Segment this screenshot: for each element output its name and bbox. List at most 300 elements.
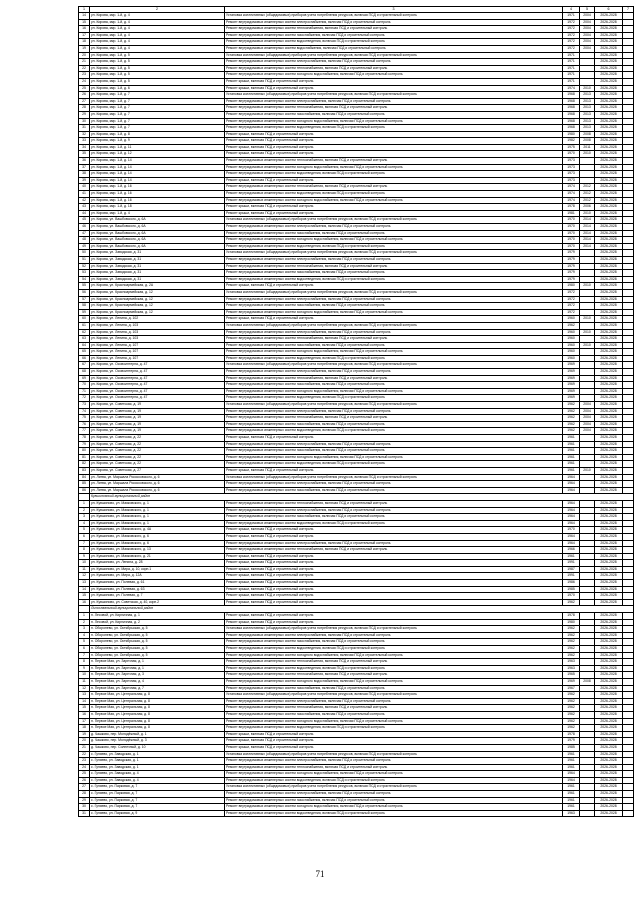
address: ул. Кувшиново, ул. Полевая, д. 7: [90, 593, 225, 600]
table-row: [79, 566, 634, 573]
address: ул. Кирова, ул. Вашбовского, д. 6А: [90, 230, 225, 237]
year-last-repair: [580, 256, 595, 263]
address: ул. Кирова, мкр. 1-й, д. 7: [90, 98, 225, 105]
year-last-repair: [580, 250, 595, 257]
row-index: 78: [79, 435, 90, 442]
year-last-repair: [580, 72, 595, 79]
address: ул. Кирова, ул. Красноармейская, д. 12: [90, 303, 225, 310]
planned-period: 2026-2028: [595, 771, 623, 778]
address: ул. Кирова, ул. Советская, д. 19: [90, 421, 225, 428]
table-row: [79, 725, 634, 732]
table-row: [79, 19, 634, 26]
row-index: 1: [79, 613, 90, 620]
table-row: [79, 573, 634, 580]
work-type: Ремонт крыши, включая ПСД и строительный контроль: [225, 283, 563, 290]
work-type: Ремонт внутридомовых инженерных систем электроснабжения, включая ПСД и строительный контроль: [225, 791, 563, 798]
year-last-repair: [580, 65, 595, 72]
year-last-repair: [580, 711, 595, 718]
planned-period: 2026-2028: [595, 98, 623, 105]
extra: [623, 646, 634, 653]
planned-period: 2026-2028: [595, 336, 623, 343]
row-index: 64: [79, 342, 90, 349]
table-row: [79, 289, 634, 296]
planned-period: 2026-2028: [595, 566, 623, 573]
work-type: Ремонт внутридомовых инженерных систем теплоснабжения, включая ПСД и строительный контроль: [225, 764, 563, 771]
row-index: 14: [79, 698, 90, 705]
year-built: 1968: [563, 125, 580, 132]
work-type: Ремонт внутридомовых инженерных систем теплоснабжения, включая ПСД и строительный контроль: [225, 415, 563, 422]
year-last-repair: 2010: [580, 283, 595, 290]
address: ул. Кирова, ул. Ленина, д. 107: [90, 349, 225, 356]
year-built: 1969: [563, 395, 580, 402]
address: ул. Кирова, мкр. 1-й, д. 6: [90, 85, 225, 92]
row-index: 50: [79, 250, 90, 257]
address: ул. Кувшиново, ул. Маяковского, д. 4А: [90, 527, 225, 534]
row-index: [79, 606, 90, 613]
work-type: Ремонт внутридомовых инженерных систем теплоснабжения, включая ПСД и строительный контроль: [225, 705, 563, 712]
year-built: 1991: [563, 560, 580, 567]
year-last-repair: 2008: [580, 678, 595, 685]
address: ул. Кирова, ул. Советская, д. 19: [90, 415, 225, 422]
extra: [623, 580, 634, 587]
address: ул. Кирова, ул. Красноармейская, д. 12: [90, 289, 225, 296]
address: д. Чашково, пер. Молодёжный, д. 1: [90, 731, 225, 738]
address: ул. Кирова, мкр. 1-й, д. 14: [90, 158, 225, 165]
address: ул. Кирова, ул. Заводская, д. 31: [90, 263, 225, 270]
work-type: Установка коллективных (общедомовых) приборов учета потребления ресурсов, включая ПСД и строительный контроль: [225, 751, 563, 758]
planned-period: 2026-2028: [595, 514, 623, 521]
table-row: [79, 197, 634, 204]
year-last-repair: 2010: [580, 329, 595, 336]
work-type: Ремонт внутридомовых инженерных систем теплоснабжения, включая ПСД и строительный контроль: [225, 500, 563, 507]
year-built: 1964: [563, 520, 580, 527]
year-built: 1974: [563, 85, 580, 92]
extra: [623, 632, 634, 639]
planned-period: 2026-2028: [595, 665, 623, 672]
year-built: 1987: [563, 566, 580, 573]
table-row: [79, 296, 634, 303]
address: ул. Кирова, ул. Ленина, д. 107: [90, 342, 225, 349]
year-built: 1969: [563, 382, 580, 389]
planned-period: 2026-2028: [595, 13, 623, 20]
year-built: 1972: [563, 39, 580, 46]
page-number: 71: [315, 869, 325, 879]
extra: [623, 771, 634, 778]
work-type: Ремонт внутридомовых инженерных систем холодного водоснабжения, включая ПСД и строительный контроль: [225, 164, 563, 171]
extra: [623, 731, 634, 738]
planned-period: 2026-2028: [595, 158, 623, 165]
year-built: 1961: [563, 553, 580, 560]
planned-period: 2026-2028: [595, 731, 623, 738]
work-type: Ремонт внутридомовых инженерных систем теплоснабжения, включая ПСД и строительный контроль: [225, 26, 563, 33]
extra: [623, 678, 634, 685]
work-type: Ремонт крыши, включая ПСД и строительный контроль: [225, 566, 563, 573]
work-type: Ремонт внутридомовых инженерных систем газоснабжения, включая ПСД и строительный контроль: [225, 514, 563, 521]
year-last-repair: 2004: [580, 415, 595, 422]
work-type: Ремонт крыши, включая ПСД и строительный контроль: [225, 593, 563, 600]
planned-period: 2026-2028: [595, 250, 623, 257]
year-last-repair: [580, 500, 595, 507]
planned-period: 2026-2028: [595, 784, 623, 791]
table-row: [79, 619, 634, 626]
address: п. Лесовой, ул. Кирпичная, д. 1: [90, 613, 225, 620]
row-index: 73: [79, 402, 90, 409]
table-row: [79, 731, 634, 738]
address: п. Первое Мая, ул. Центральная, д. 8: [90, 692, 225, 699]
row-index: 56: [79, 289, 90, 296]
row-index: 16: [79, 26, 90, 33]
year-last-repair: [580, 527, 595, 534]
work-type: Ремонт внутридомовых инженерных систем водоотведения, включая ПСД и строительный контроль: [225, 276, 563, 283]
table-row: [79, 639, 634, 646]
year-built: 1991: [563, 573, 580, 580]
extra: [623, 692, 634, 699]
table-row: [79, 303, 634, 310]
year-last-repair: [580, 177, 595, 184]
address: ул. Кирова, мкр. 1-й, д. 4: [90, 19, 225, 26]
row-index: 31: [79, 125, 90, 132]
work-type: Ремонт внутридомовых инженерных систем электроснабжения, включая ПСД и строительный контроль: [225, 481, 563, 488]
planned-period: 2026-2028: [595, 230, 623, 237]
planned-period: 2026-2028: [595, 78, 623, 85]
extra: [623, 184, 634, 191]
table-row: [79, 388, 634, 395]
planned-period: 2026-2028: [595, 144, 623, 151]
planned-period: 2026-2028: [595, 711, 623, 718]
table-row: [79, 369, 634, 376]
extra: [623, 514, 634, 521]
year-built: 1980: [563, 131, 580, 138]
planned-period: 2026-2028: [595, 237, 623, 244]
year-built: 1962: [563, 705, 580, 712]
address: п. Лесовой, ул. Кирпичная, д. 2: [90, 619, 225, 626]
year-last-repair: 2006: [580, 204, 595, 211]
year-built: 1979: [563, 270, 580, 277]
extra: [623, 698, 634, 705]
table-row: [79, 632, 634, 639]
address: ул. Кирова, мкр. 1-й, д. 11: [90, 144, 225, 151]
extra: [623, 758, 634, 765]
work-type: Ремонт внутридомовых инженерных систем теплоснабжения, включая ПСД и строительный контроль: [225, 105, 563, 112]
address: ул. Кирова, ул. Красноармейская, д. 2А: [90, 283, 225, 290]
work-type: Ремонт внутридомовых инженерных систем холодного водоснабжения, включая ПСД и строительный контроль: [225, 349, 563, 356]
year-last-repair: 2004: [580, 428, 595, 435]
extra: [623, 507, 634, 514]
col-number-4: 4: [563, 7, 580, 13]
row-index: 60: [79, 316, 90, 323]
planned-period: 2026-2028: [595, 303, 623, 310]
row-index: 79: [79, 441, 90, 448]
year-last-repair: 2004: [580, 402, 595, 409]
year-built: 1962: [563, 711, 580, 718]
year-built: 1962: [563, 402, 580, 409]
section-row: [79, 494, 634, 501]
year-last-repair: 2010: [580, 342, 595, 349]
year-built: 1969: [563, 362, 580, 369]
year-last-repair: [580, 705, 595, 712]
year-last-repair: 2004: [580, 45, 595, 52]
year-built: 1961: [563, 461, 580, 468]
year-last-repair: [580, 665, 595, 672]
planned-period: 2026-2028: [595, 283, 623, 290]
table-row: [79, 98, 634, 105]
planned-period: 2026-2028: [595, 725, 623, 732]
work-type: Установка коллективных (общедомовых) приборов учета потребления ресурсов, включая ПСД и строительный контроль: [225, 250, 563, 257]
address: ул. Кирова, мкр. 1-й, д. 16: [90, 197, 225, 204]
year-last-repair: 2013: [580, 105, 595, 112]
year-built: 1974: [563, 184, 580, 191]
year-built: 1969: [563, 375, 580, 382]
extra: [623, 553, 634, 560]
year-built: 1971: [563, 59, 580, 66]
work-type: Ремонт внутридомовых инженерных систем газоснабжения, включая ПСД и строительный контроль: [225, 111, 563, 118]
year-built: 1962: [563, 626, 580, 633]
planned-period: 2026-2028: [595, 349, 623, 356]
row-index: 29: [79, 797, 90, 804]
year-built: 1985: [563, 586, 580, 593]
year-built: 1971: [563, 13, 580, 20]
year-built: 1974: [563, 197, 580, 204]
table-row: [79, 144, 634, 151]
table-row: [79, 224, 634, 231]
work-type: Установка коллективных (общедомовых) приборов учета потребления ресурсов, включая ПСД и строительный контроль: [225, 626, 563, 633]
address: ул. Кирова, ул. Осовоинтерна, д. 47: [90, 362, 225, 369]
planned-period: 2026-2028: [595, 448, 623, 455]
planned-period: 2026-2028: [595, 171, 623, 178]
year-built: 1962: [563, 322, 580, 329]
planned-period: 2026-2028: [595, 138, 623, 145]
row-index: 18: [79, 39, 90, 46]
work-type: Ремонт внутридомовых инженерных систем холодного водоснабжения, включая ПСД и строительный контроль: [225, 309, 563, 316]
planned-period: 2026-2028: [595, 210, 623, 217]
extra: [623, 784, 634, 791]
extra: [623, 421, 634, 428]
year-last-repair: [580, 164, 595, 171]
planned-period: 2026-2028: [595, 461, 623, 468]
work-type: Установка коллективных (общедомовых) приборов учета потребления ресурсов, включая ПСД и строительный контроль: [225, 474, 563, 481]
extra: [623, 111, 634, 118]
section-row: [79, 606, 634, 613]
row-index: 70: [79, 382, 90, 389]
year-built: 1964: [563, 533, 580, 540]
col-number-3: 3: [225, 7, 563, 13]
planned-period: 2026-2028: [595, 184, 623, 191]
section-title: Лихославльский муниципальный район: [90, 606, 634, 613]
address: ул. Кувшиново, ул. Маяковского, д. 1: [90, 514, 225, 521]
work-type: Установка коллективных (общедомовых) приборов учета потребления ресурсов, включая ПСД и строительный контроль: [225, 52, 563, 59]
row-index: 10: [79, 672, 90, 679]
table-row: [79, 547, 634, 554]
table-row: [79, 362, 634, 369]
year-last-repair: [580, 553, 595, 560]
table-row: [79, 52, 634, 59]
address: ул. Кирова, ул. Осовоинтерна, д. 47: [90, 395, 225, 402]
planned-period: 2026-2028: [595, 698, 623, 705]
work-type: Ремонт внутридомовых инженерных систем водоотведения, включая ПСД и строительный контроль: [225, 665, 563, 672]
year-last-repair: 2012: [580, 191, 595, 198]
extra: [623, 408, 634, 415]
address: ул. Кирова, мкр. 1-й, д. 4: [90, 39, 225, 46]
year-built: 1970: [563, 151, 580, 158]
work-type: Ремонт внутридомовых инженерных систем водоотведения, включая ПСД и строительный контроль: [225, 395, 563, 402]
year-built: 1964: [563, 514, 580, 521]
planned-period: 2026-2028: [595, 540, 623, 547]
extra: [623, 428, 634, 435]
year-last-repair: 2013: [580, 92, 595, 99]
row-index: 21: [79, 59, 90, 66]
year-built: 1968: [563, 111, 580, 118]
planned-period: 2026-2028: [595, 151, 623, 158]
year-built: 1979: [563, 263, 580, 270]
address: п. Первое Мая, ул. Центральная, д. 8: [90, 711, 225, 718]
address: ул. Кирова, мкр. 1-й, д. 9: [90, 138, 225, 145]
table-row: [79, 672, 634, 679]
extra: [623, 685, 634, 692]
work-type: Ремонт внутридомовых инженерных систем газоснабжения, включая ПСД и строительный контроль: [225, 382, 563, 389]
extra: [623, 177, 634, 184]
year-last-repair: [580, 560, 595, 567]
row-index: 16: [79, 711, 90, 718]
row-index: 26: [79, 92, 90, 99]
planned-period: 2026-2028: [595, 131, 623, 138]
year-last-repair: 2012: [580, 197, 595, 204]
work-type: Ремонт внутридомовых инженерных систем газоснабжения, включая ПСД и строительный контроль: [225, 487, 563, 494]
planned-period: 2026-2028: [595, 632, 623, 639]
row-index: 37: [79, 164, 90, 171]
year-last-repair: [580, 435, 595, 442]
row-index: 8: [79, 547, 90, 554]
year-built: 1968: [563, 98, 580, 105]
table-row: [79, 514, 634, 521]
address: ул. Кирова, мкр. 1-й, д. 12: [90, 151, 225, 158]
row-index: 27: [79, 784, 90, 791]
table-row: [79, 164, 634, 171]
work-type: Ремонт крыши, включая ПСД и строительный контроль: [225, 316, 563, 323]
table-row: [79, 177, 634, 184]
work-type: Ремонт крыши, включая ПСД и строительный контроль: [225, 619, 563, 626]
work-type: Ремонт внутридомовых инженерных систем электроснабжения, включая ПСД и строительный контроль: [225, 369, 563, 376]
table-row: [79, 276, 634, 283]
address: ул. Кирова, мкр. 1-й, д. 8: [90, 131, 225, 138]
year-last-repair: [580, 652, 595, 659]
work-type: Установка коллективных (общедомовых) приборов учета потребления ресурсов, включая ПСД и строительный контроль: [225, 289, 563, 296]
table-row: [79, 481, 634, 488]
address: ул. Кирова, ул. Красноармейская, д. 12: [90, 309, 225, 316]
work-type: Ремонт крыши, включая ПСД и строительный контроль: [225, 151, 563, 158]
planned-period: 2026-2028: [595, 118, 623, 125]
table-row: [79, 520, 634, 527]
work-type: Ремонт внутридомовых инженерных систем теплоснабжения, включая ПСД и строительный контроль: [225, 158, 563, 165]
extra: [623, 355, 634, 362]
row-index: 59: [79, 309, 90, 316]
year-built: 1972: [563, 19, 580, 26]
year-built: 1968: [563, 92, 580, 99]
address: ул. Кирова, ул. Советская, д. 22: [90, 454, 225, 461]
work-type: Ремонт внутридомовых инженерных систем газоснабжения, включая ПСД и строительный контроль: [225, 797, 563, 804]
year-last-repair: [580, 619, 595, 626]
table-row: [79, 250, 634, 257]
planned-period: 2026-2028: [595, 547, 623, 554]
address: ул. Кирова, мкр. 1-й, д. 4: [90, 32, 225, 39]
work-type: Ремонт крыши, включая ПСД и строительный контроль: [225, 731, 563, 738]
work-type: Ремонт крыши, включая ПСД и строительный контроль: [225, 210, 563, 217]
year-built: 1973: [563, 158, 580, 165]
address: ул. Кувшиново, ул. Мира, д. 10, корп.1: [90, 566, 225, 573]
extra: [623, 204, 634, 211]
year-built: 1961: [563, 797, 580, 804]
row-index: 23: [79, 758, 90, 765]
work-type: Ремонт внутридомовых инженерных систем холодного водоснабжения, включая ПСД и строительный контроль: [225, 237, 563, 244]
planned-period: 2026-2028: [595, 527, 623, 534]
year-built: 1962: [563, 632, 580, 639]
address: ул. Кувшиново, ул. Маяковского, д. 1: [90, 500, 225, 507]
table-row: [79, 171, 634, 178]
planned-period: 2026-2028: [595, 481, 623, 488]
address: ул. Кирова, мкр. 1-й, д. 7: [90, 92, 225, 99]
table-row: [79, 804, 634, 811]
row-index: 24: [79, 78, 90, 85]
year-last-repair: [580, 355, 595, 362]
planned-period: 2026-2028: [595, 92, 623, 99]
year-last-repair: [580, 672, 595, 679]
year-last-repair: [580, 547, 595, 554]
year-built: 1985: [563, 744, 580, 751]
planned-period: 2026-2028: [595, 369, 623, 376]
row-index: 43: [79, 204, 90, 211]
year-built: 1970: [563, 243, 580, 250]
table-row: [79, 26, 634, 33]
year-last-repair: [580, 626, 595, 633]
year-last-repair: 2014: [580, 237, 595, 244]
year-built: 1970: [563, 217, 580, 224]
extra: [623, 329, 634, 336]
year-built: 1961: [563, 764, 580, 771]
work-type: Ремонт внутридомовых инженерных систем газоснабжения, включая ПСД и строительный контроль: [225, 448, 563, 455]
year-last-repair: [580, 804, 595, 811]
year-last-repair: 2010: [580, 85, 595, 92]
row-index: 51: [79, 256, 90, 263]
work-type: Ремонт внутридомовых инженерных систем электроснабжения, включая ПСД и строительный контроль: [225, 507, 563, 514]
address: ул. Кирова, ул. Советская, д. 19: [90, 408, 225, 415]
planned-period: 2026-2028: [595, 276, 623, 283]
table-row: [79, 395, 634, 402]
row-index: 54: [79, 276, 90, 283]
year-built: 1962: [563, 599, 580, 606]
planned-period: 2026-2028: [595, 402, 623, 409]
work-type: Ремонт внутридомовых инженерных систем электроснабжения, включая ПСД и строительный контроль: [225, 296, 563, 303]
address: п. Первое Мая, ул. Центральная, д. 8: [90, 698, 225, 705]
year-built: 1975: [563, 144, 580, 151]
table-row: [79, 72, 634, 79]
year-built: 1972: [563, 32, 580, 39]
planned-period: 2026-2028: [595, 428, 623, 435]
address: ул. Кирова, ул. Осовоинтерна, д. 47: [90, 375, 225, 382]
row-index: 66: [79, 355, 90, 362]
table-row: [79, 454, 634, 461]
extra: [623, 566, 634, 573]
row-index: 20: [79, 52, 90, 59]
planned-period: 2026-2028: [595, 224, 623, 231]
extra: [623, 78, 634, 85]
planned-period: 2026-2028: [595, 65, 623, 72]
row-index: 4: [79, 632, 90, 639]
year-last-repair: [580, 454, 595, 461]
year-built: 1962: [563, 646, 580, 653]
extra: [623, 441, 634, 448]
planned-period: 2026-2028: [595, 593, 623, 600]
row-index: 42: [79, 197, 90, 204]
row-index: 22: [79, 65, 90, 72]
